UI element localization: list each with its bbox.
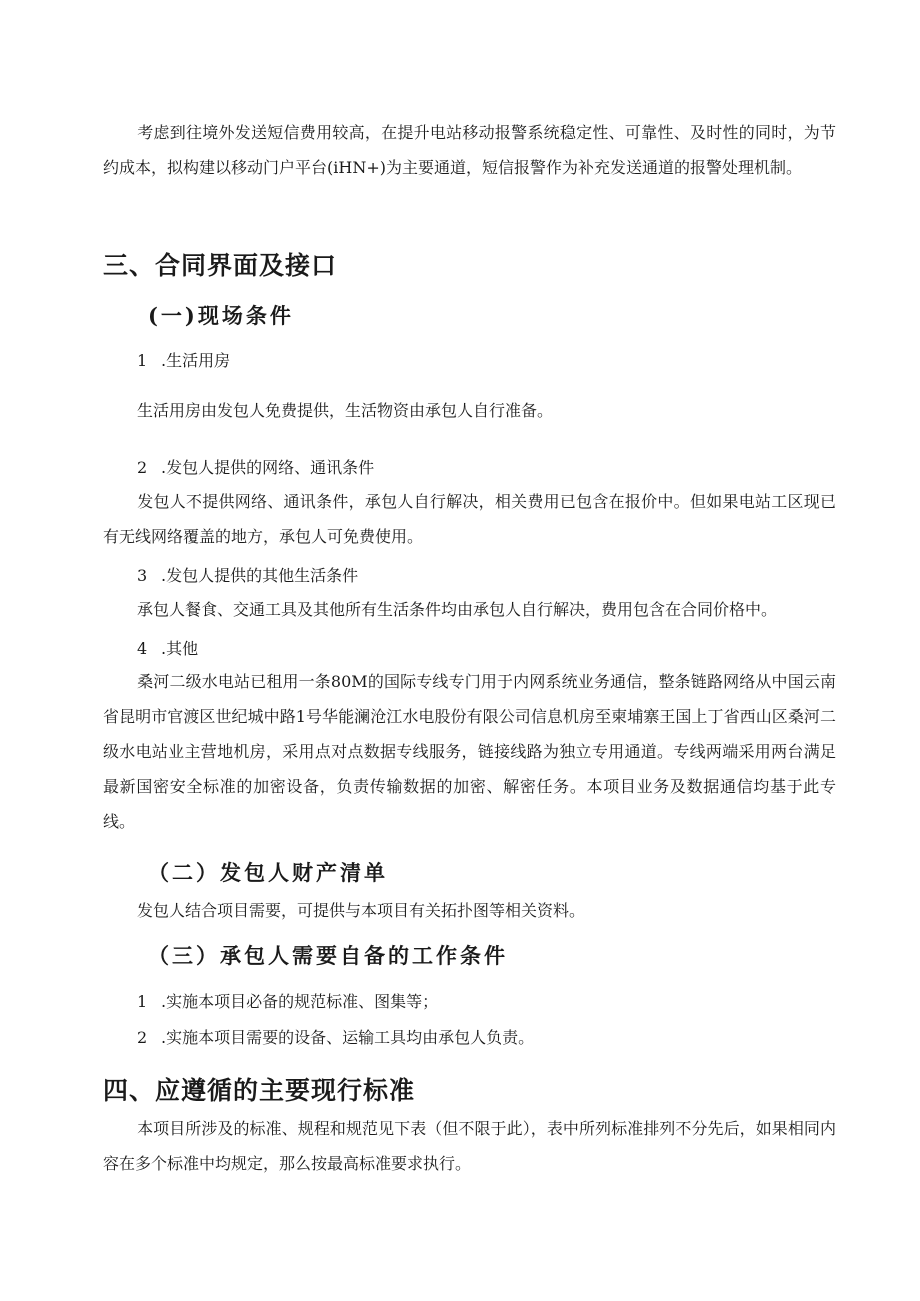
subsection-3-heading: （三）承包人需要自备的工作条件 bbox=[148, 943, 508, 968]
intro-paragraph: 考虑到往境外发送短信费用较高，在提升电站移动报警系统稳定性、可靠性、及时性的同时，为节约成本，拟构建以移动门户平台(iHN+)为主要通道，短信报警作为补充发送通道的报警处理机制。 bbox=[103, 123, 836, 177]
section-3-heading: 三、合同界面及接口 bbox=[103, 251, 338, 280]
item-1-heading: 1 .生活用房 bbox=[137, 351, 231, 370]
item-3-paragraph: 承包人餐食、交通工具及其他所有生活条件均由承包人自行解决，费用包含在合同价格中。 bbox=[137, 600, 778, 619]
sub3-item-1: 1 .实施本项目必备的规范标准、图集等； bbox=[137, 992, 439, 1011]
item-2-paragraph: 发包人不提供网络、通讯条件，承包人自行解决，相关费用已包含在报价中。但如果电站工区现已有无线网络覆盖的地方，承包人可免费使用。 bbox=[103, 492, 836, 546]
subsection-1-heading: (一)现场条件 bbox=[148, 303, 294, 328]
item-3-heading: 3 .发包人提供的其他生活条件 bbox=[137, 566, 359, 585]
item-4-heading: 4 .其他 bbox=[137, 639, 199, 658]
subsection-2-paragraph: 发包人结合项目需要，可提供与本项目有关拓扑图等相关资料。 bbox=[137, 901, 586, 920]
section-4-heading: 四、应遵循的主要现行标准 bbox=[103, 1076, 416, 1105]
item-4-paragraph: 桑河二级水电站已租用一条80M的国际专线专门用于内网系统业务通信，整条链路网络从中国云南省昆明市官渡区世纪城中路1号华能澜沧江水电股份有限公司信息机房至柬埔寨王国上丁省西山区桑河二级水电站业主营地机房，采用点对点数据专线服务，链接线路为独立专用通道。专线两端采用两台满足最新国密安全标准的加密设备，负责传输数据的加密、解密任务。本项目业务及数据通信均基于此专线。 bbox=[103, 672, 836, 831]
sub3-item-2: 2 .实施本项目需要的设备、运输工具均由承包人负责。 bbox=[137, 1028, 535, 1047]
item-2-heading: 2 .发包人提供的网络、通讯条件 bbox=[137, 458, 375, 477]
item-1-paragraph: 生活用房由发包人免费提供，生活物资由承包人自行准备。 bbox=[137, 401, 554, 420]
subsection-2-heading: （二）发包人财产清单 bbox=[148, 860, 388, 885]
section-4-paragraph: 本项目所涉及的标准、规程和规范见下表（但不限于此），表中所列标准排列不分先后，如果相同内容在多个标准中均规定，那么按最高标准要求执行。 bbox=[103, 1119, 836, 1173]
